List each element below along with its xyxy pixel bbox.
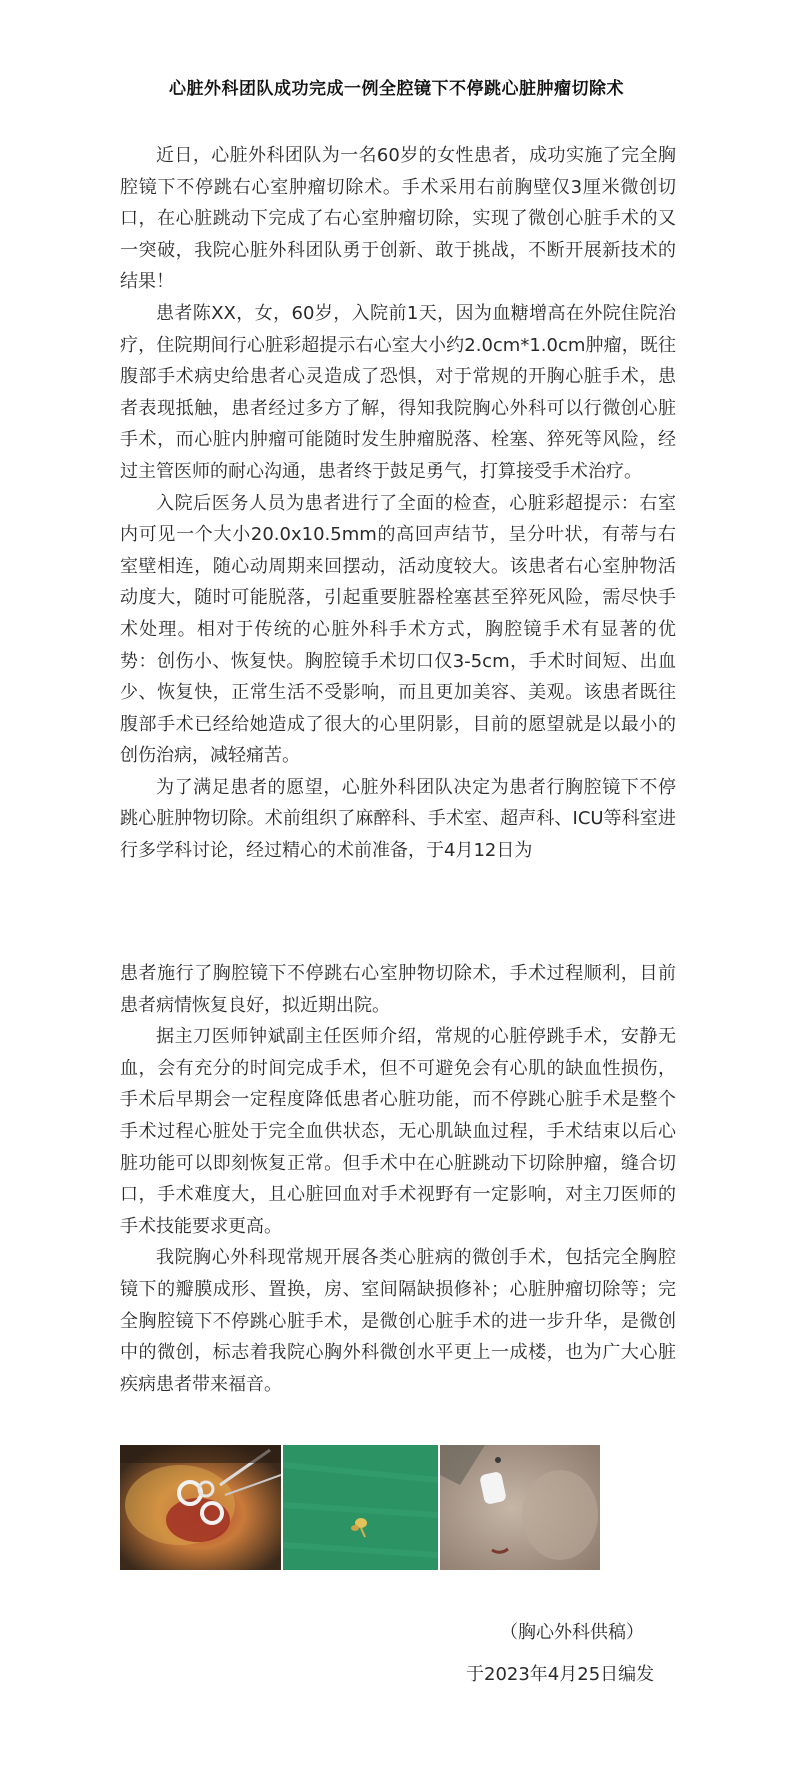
incision-photo — [440, 1445, 600, 1570]
article-body-part1 — [120, 140, 676, 867]
article-title: 心脏外科团队成功完成一例全腔镜下不停跳心脏肿瘤切除术 — [169, 79, 624, 99]
surgery-photo — [120, 1445, 281, 1570]
publish-date: 于2023年4月25日编发 — [466, 1664, 655, 1685]
paragraph-department-summary: 我院胸心外科现常规开展各类心脏病的微创手术，包括完全胸腔镜下的瓣膜成形、置换，房、室间隔缺损修补；心脏肿瘤切除等；完全胸腔镜下不停跳心脏手术，是微创心脏手术的进一步升华，是微创中的微创，标志着我院心胸外科微创水平更上一成楼，也为广大心脏疾病患者带来福音。 — [120, 1247, 676, 1395]
paragraph-patient-history: 患者陈XX，女，60岁，入院前1天，因为血糖增高在外院住院治疗，住院期间行心脏彩超提示右心室大小约2.0cm*1.0cm肿瘤，既往腹部手术病史给患者心灵造成了恐惧，对于常规的开胸心脏手术，患者表现抵触，患者经过多方了解，得知我院胸心外科可以行微创心脏手术，而心脏内肿瘤可能随时发生肿瘤脱落、栓塞、猝死等风险，经过主管医师的耐心沟通，患者终于鼓足勇气，打算接受手术治疗。 — [120, 302, 676, 482]
paragraph-decision: 为了满足患者的愿望，心脏外科团队决定为患者行胸腔镜下不停跳心脏肿物切除。术前组织了麻醉科、手术室、超声科、ICU等科室进行多学科讨论，经过精心的术前准备，于4月12日为 — [120, 776, 676, 862]
specimen-photo — [283, 1445, 438, 1570]
article-body-part2 — [120, 958, 676, 1400]
article-credit: （胸心外科供稿） — [500, 1622, 644, 1643]
paragraph-examination: 入院后医务人员为患者进行了全面的检查，心脏彩超提示：右室内可见一个大小20.0x10.5mm的高回声结节，呈分叶状，有蒂与右室壁相连，随心动周期来回摆动，活动度较大。该患者右心室肿物活动度大，随时可能脱落，引起重要脏器栓塞甚至猝死风险，需尽快手术处理。相对于传统的心脏外科手术方式，胸腔镜手术有显著的优势：创伤小、恢复快。胸腔镜手术切口仅3-5cm，手术时间短、出血少、恢复快，正常生活不受影响，而且更加美容、美观。该患者既往腹部手术已经给她造成了很大的心里阴影，目前的愿望就是以最小的创伤治病，减轻痛苦。 — [120, 492, 676, 767]
photo-strip — [120, 1445, 600, 1570]
paragraph-surgeon-comment: 据主刀医师钟斌副主任医师介绍，常规的心脏停跳手术，安静无血，会有充分的时间完成手术，但不可避免会有心肌的缺血性损伤，手术后早期会一定程度降低患者心脏功能，而不停跳心脏手术是整个手术过程心脏处于完全血供状态，无心肌缺血过程，手术结束以后心脏功能可以即刻恢复正常。但手术中在心脏跳动下切除肿瘤，缝合切口，手术难度大，且心脏回血对手术视野有一定影响，对主刀医师的手术技能要求更高。 — [120, 1026, 676, 1237]
paragraph-outcome: 患者施行了胸腔镜下不停跳右心室肿物切除术，手术过程顺利，目前患者病情恢复良好，拟近期出院。 — [120, 963, 676, 1016]
paragraph-intro: 近日，心脏外科团队为一名60岁的女性患者，成功实施了完全胸腔镜下不停跳右心室肿瘤切除术。手术采用右前胸壁仅3厘米微创切口，在心脏跳动下完成了右心室肿瘤切除，实现了微创心脏手术的又一突破，我院心脏外科团队勇于创新、敢于挑战，不断开展新技术的结果！ — [120, 145, 676, 293]
